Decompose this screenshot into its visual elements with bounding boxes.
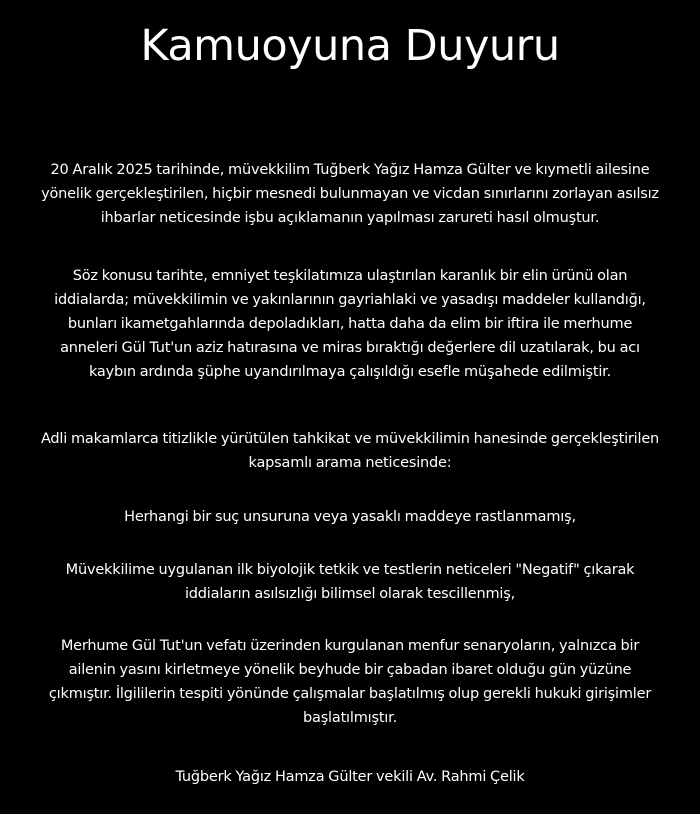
text-line: Tuğberk Yağız Hamza Gülter vekili Av. Rahmi Çelik [175,769,525,785]
text-line: Herhangi bir suç unsuruna veya yasaklı maddeye rastlanmamış, [124,509,576,525]
paragraph-intro [14,158,686,230]
text-line: kaybın ardında şüphe uyandırılmaya çalışıldığı esefle müşahede edilmiştir. [88,364,611,380]
text-line: bunları ikametgahlarında depoladıkları, hatta daha da elim bir iftira ile merhume [67,316,633,332]
text-line: Adli makamlarca titizlikle yürütülen tahkikat ve müvekkilimin hanesinde gerçekleştirilen [40,431,660,447]
page-title: Kamuoyuna Duyuru [140,21,560,71]
paragraph-finding-2 [14,558,686,606]
text-line: iddialarda; müvekkilimin ve yakınlarının gayriahlaki ve yasadışı maddeler kullandığı, [54,292,646,308]
paragraph-finding-3 [14,634,686,730]
text-line: Söz konusu tarihte, emniyet teşkilatımıza ulaştırılan karanlık bir elin ürünü olan [72,268,628,284]
text-line: yönelik gerçekleştirilen, hiçbir mesnedi bulunmayan ve vicdan sınırlarını zorlayan asılsız [41,186,659,202]
text-line: anneleri Gül Tut'un aziz hatırasına ve miras bıraktığı değerlere dil uzatılarak, bu acı [60,340,640,356]
text-line: ihbarlar neticesinde işbu açıklamanın yapılması zarureti hasıl olmuştur. [100,210,600,226]
text-line: ailenin yasını kirletmeye yönelik beyhude bir çabadan ibaret olduğu gün yüzüne [68,662,632,678]
text-line: çıkmıştır. İlgililerin tespiti yönünde çalışmalar başlatılmış olup gerekli hukuki girişimler [48,686,652,702]
text-line: başlatılmıştır. [303,710,397,726]
text-line: 20 Aralık 2025 tarihinde, müvekkilim Tuğberk Yağız Hamza Gülter ve kıymetli ailesine [50,162,650,178]
signature-line [14,765,686,789]
paragraph-finding-1 [14,505,686,529]
paragraph-allegations [14,264,686,384]
text-line: Müvekkilime uygulanan ilk biyolojik tetkik ve testlerin neticeleri "Negatif" çıkarak [65,562,635,578]
text-line: Merhume Gül Tut'un vefatı üzerinden kurgulanan menfur senaryoların, yalnızca bir [60,638,640,654]
text-line: iddiaların asılsızlığı bilimsel olarak tescillenmiş, [184,586,516,602]
paragraph-investigation [14,427,686,475]
text-line: kapsamlı arama neticesinde: [248,455,452,471]
